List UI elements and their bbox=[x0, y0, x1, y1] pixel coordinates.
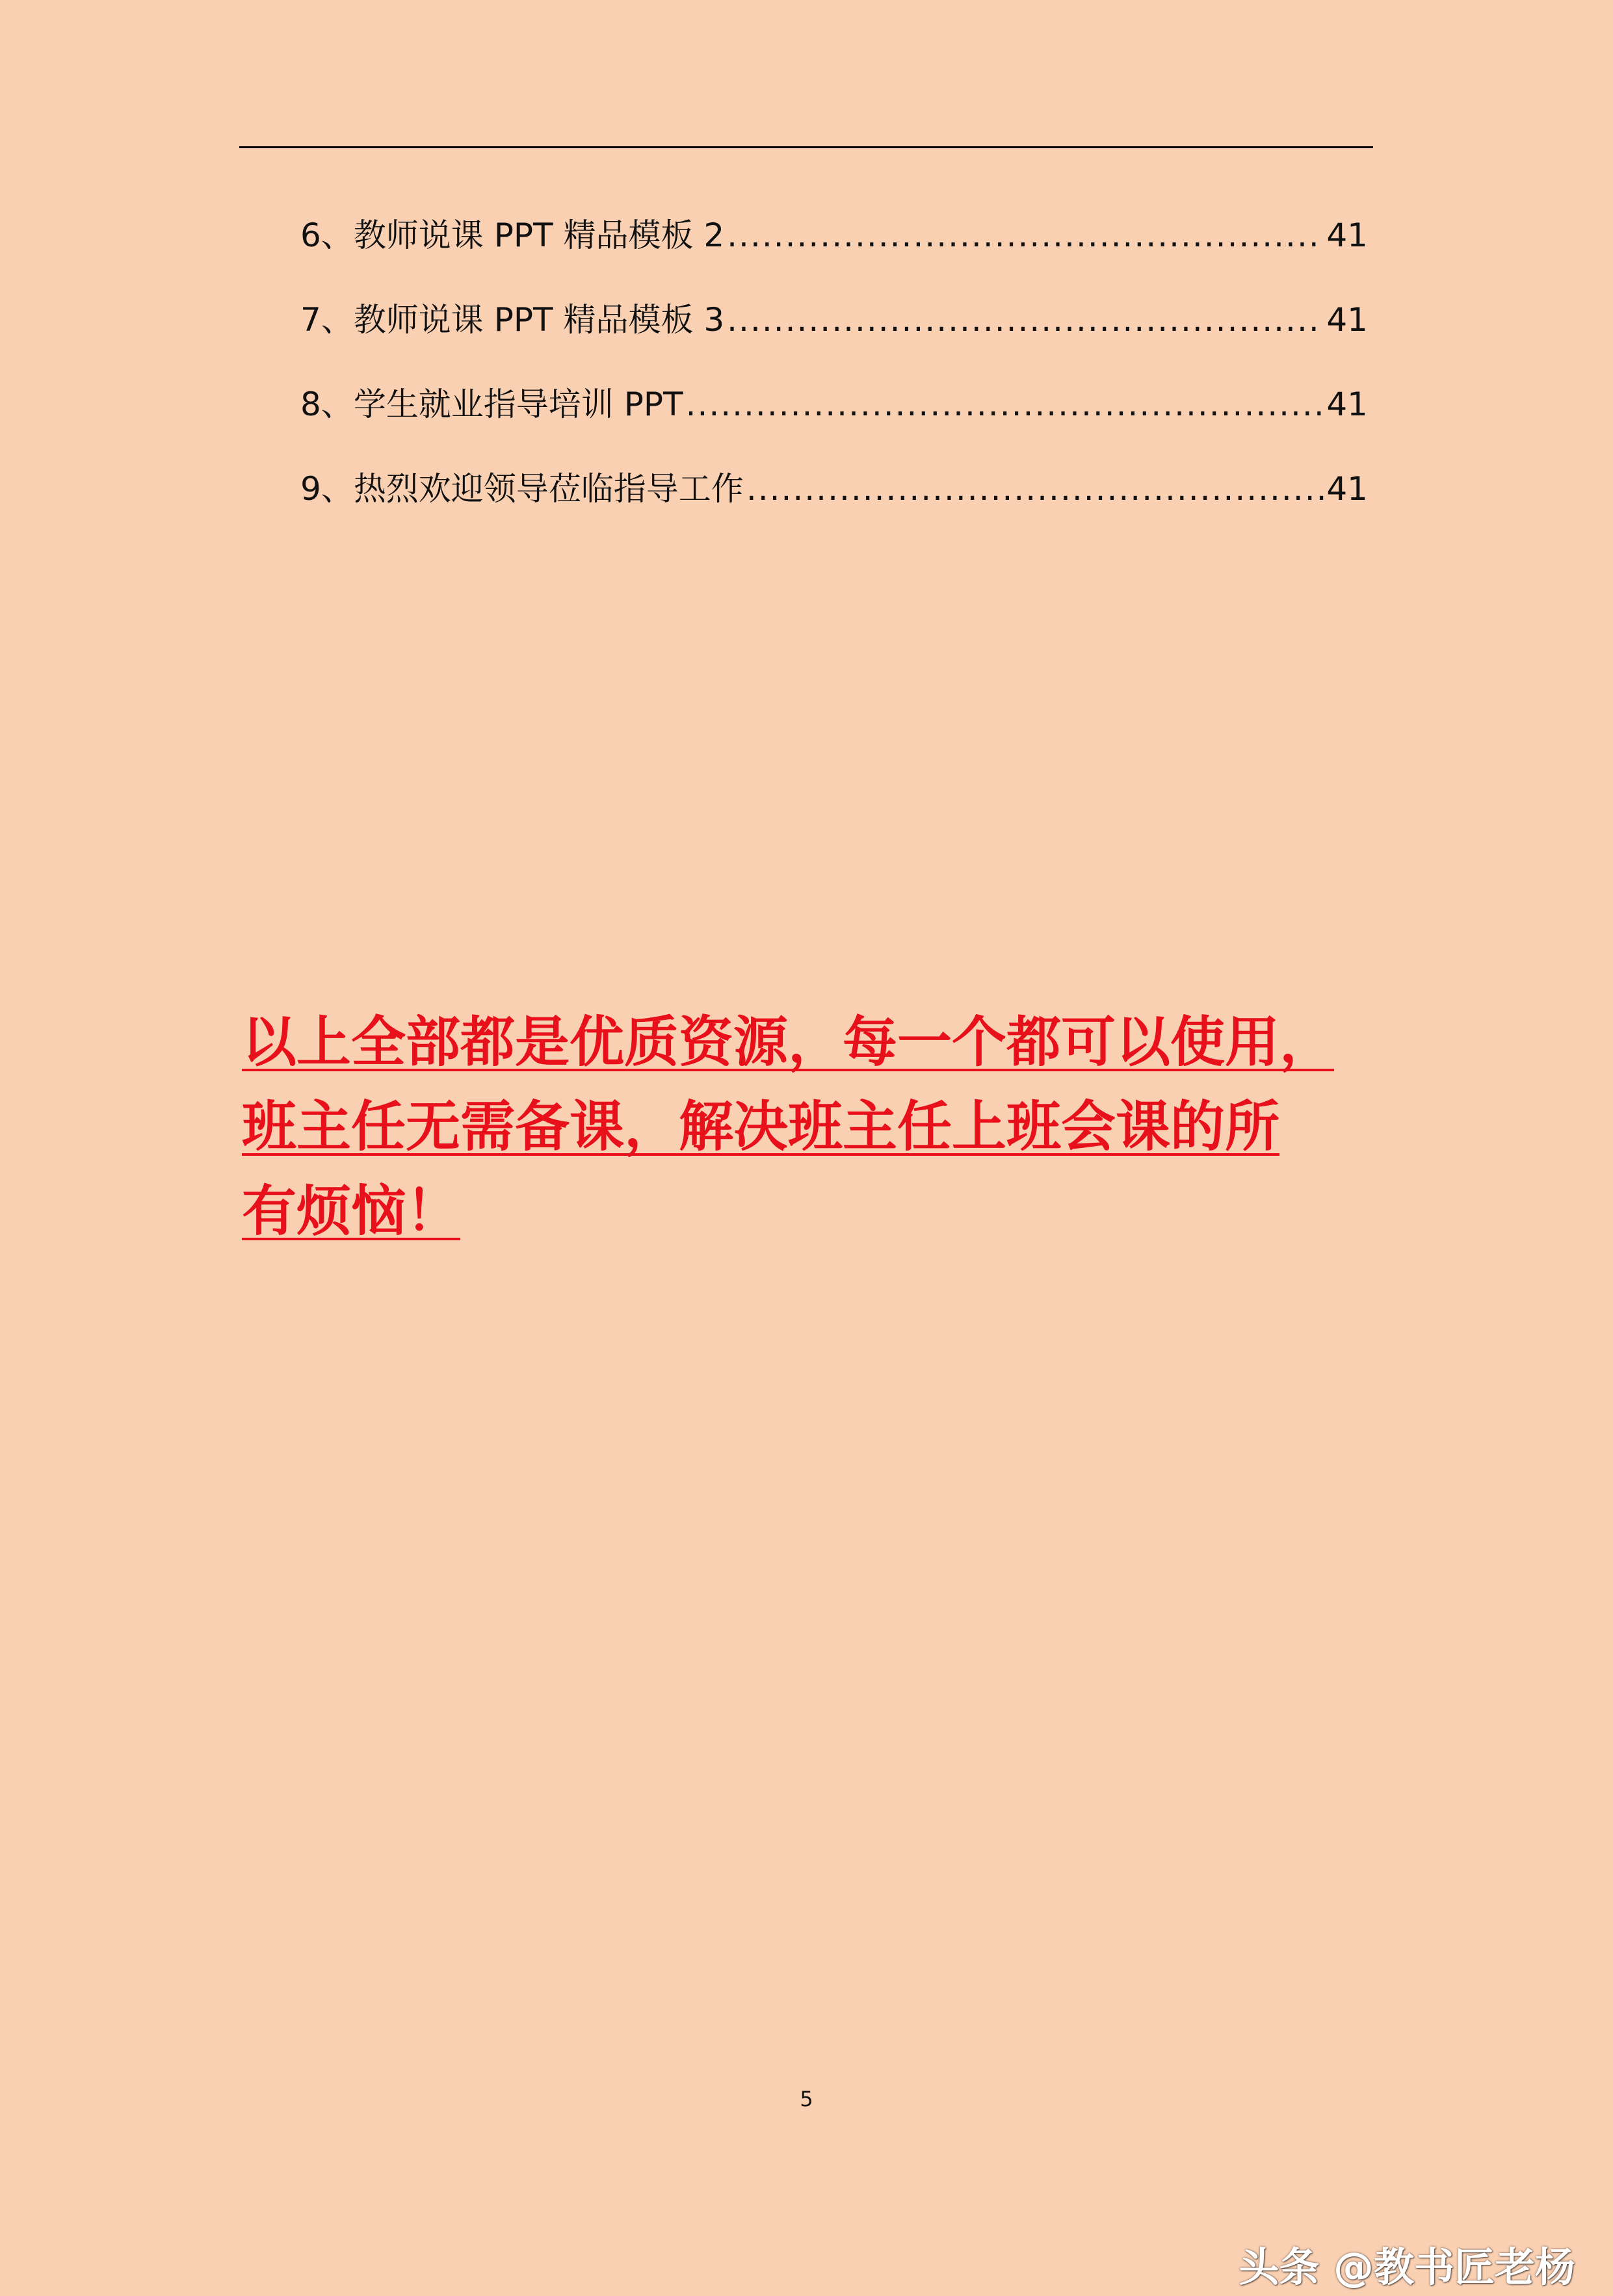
toc-entry-title: 教师说课 PPT 精品模板 3 bbox=[353, 301, 725, 339]
toc-entry-page: 41 bbox=[1326, 470, 1368, 508]
notice-line bbox=[242, 1169, 1406, 1253]
toc-leader-dots bbox=[686, 385, 1324, 423]
toc-entry[interactable] bbox=[300, 378, 1368, 463]
header-rule bbox=[239, 146, 1373, 148]
toc-entry-number: 9、 bbox=[300, 470, 354, 508]
toc-leader-dots bbox=[727, 301, 1324, 339]
watermark: 头条 @教书匠老杨 bbox=[1239, 2243, 1575, 2291]
toc-entry-number: 7、 bbox=[300, 301, 354, 339]
toc-leader-dots bbox=[727, 216, 1324, 254]
toc-entry-page: 41 bbox=[1326, 301, 1368, 339]
table-of-contents bbox=[300, 209, 1368, 547]
notice-line bbox=[242, 1084, 1406, 1169]
toc-entry[interactable] bbox=[300, 294, 1368, 378]
promo-notice bbox=[242, 1000, 1406, 1253]
toc-entry-title: 教师说课 PPT 精品模板 2 bbox=[353, 216, 725, 254]
toc-entry-title: 学生就业指导培训 PPT bbox=[353, 385, 683, 423]
toc-entry-page: 41 bbox=[1326, 385, 1368, 423]
toc-entry[interactable] bbox=[300, 209, 1368, 294]
page-number: 5 bbox=[800, 2087, 813, 2111]
notice-line-text: 有烦恼！ bbox=[242, 1179, 461, 1243]
toc-entry-number: 6、 bbox=[300, 216, 354, 254]
toc-leader-dots bbox=[746, 470, 1324, 508]
toc-entry-title: 热烈欢迎领导莅临指导工作 bbox=[353, 470, 744, 508]
toc-entry[interactable] bbox=[300, 463, 1368, 547]
notice-line-text: 以上全部都是优质资源，每一个都可以使用， bbox=[242, 1010, 1335, 1074]
toc-entry-number: 8、 bbox=[300, 385, 354, 423]
notice-line-text: 班主任无需备课，解决班主任上班会课的所 bbox=[242, 1094, 1280, 1158]
toc-entry-page: 41 bbox=[1326, 216, 1368, 254]
notice-line bbox=[242, 1000, 1406, 1084]
